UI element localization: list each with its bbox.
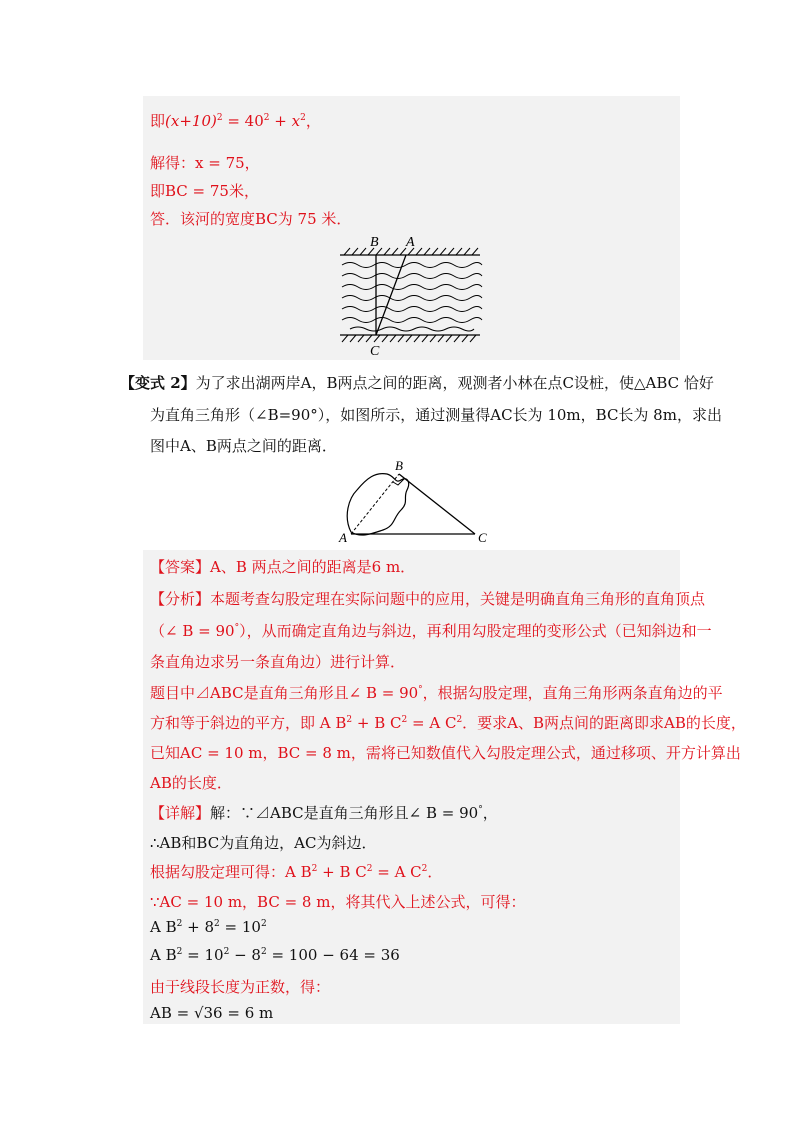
lake-label-a: A	[339, 530, 347, 545]
lake-figure	[335, 458, 495, 548]
detail-line-8: AB = √36 = 6 m	[150, 1004, 274, 1022]
detail-line-4: ∵AC = 10 m，BC = 8 m，将其代入上述公式，可得：	[150, 893, 526, 911]
analysis-tag: 【分析】	[150, 590, 211, 608]
detail-line-6: A $B^2 = 10^2 - 8^2 = 100 - 64 = 36$	[150, 946, 400, 964]
detail-line-5: A $B^2 + 8^2 = 10^2$	[150, 918, 267, 936]
bc-line: 即BC = 75米，	[150, 182, 259, 200]
river-figure	[330, 233, 490, 358]
detail-line-2: ∴AB和BC为直角边，AC为斜边．	[150, 834, 377, 852]
answer-line: 答．该河的宽度BC为 75 米．	[150, 210, 352, 228]
detail-line-3: 根据勾股定理可得：A $B^2 + B$ $C^2 = A$ $C^2$．	[150, 863, 443, 881]
lake-label-c: C	[478, 530, 487, 545]
analysis-line-2: （∠ B = 90°），从而确定直角边与斜边，再利用勾股定理的变形公式（已知斜边和一	[150, 622, 712, 640]
variant-line-2: 为直角三角形（∠B=90°），如图所示，通过测量得AC长为 10m，BC长为 8m，求出	[150, 406, 722, 424]
variant-tag: 【变式 2】	[120, 374, 196, 392]
river-label-a: A	[406, 235, 415, 250]
solve-line: 解得：x = 75，	[150, 154, 260, 172]
river-label-b: B	[370, 235, 379, 250]
detail-line-1: 【详解】解：∵⊿ABC是直角三角形且∠ B = 90°，	[150, 804, 498, 822]
lake-label-b: B	[395, 458, 403, 473]
analysis-line-1: 【分析】本题考查勾股定理在实际问题中的应用，关键是明确直角三角形的直角顶点	[150, 590, 706, 608]
answer-section: 【答案】A、B 两点之间的距离是6 m．	[150, 558, 416, 576]
variant-line-3: 图中A、B两点之间的距离．	[150, 437, 337, 455]
answer-tag: 【答案】	[150, 558, 211, 576]
analysis-line-3: 条直角边求另一条直角边）进行计算．	[150, 653, 406, 671]
variant-line-1: 【变式 2】为了求出湖两岸A，B两点之间的距离，观测者小林在点C设桩，使△ABC 恰好	[120, 374, 714, 392]
equation-line: 即$(x+10)^2 = 40^2 + x^2$，	[150, 112, 321, 130]
analysis-line-4: 题目中⊿ABC是直角三角形且∠ B = 90°，根据勾股定理，直角三角形两条直角边的平	[150, 684, 723, 702]
detail-tag: 【详解】	[150, 804, 211, 822]
analysis-line-6: 已知AC = 10 m，BC = 8 m，需将已知数值代入勾股定理公式，通过移项、开方计算出	[150, 744, 741, 762]
detail-line-7: 由于线段长度为正数，得：	[150, 978, 331, 996]
analysis-line-7: AB的长度．	[150, 774, 232, 792]
river-label-c: C	[370, 344, 380, 358]
analysis-line-5: 方和等于斜边的平方，即 A $B^2 + B$ $C^2 = A$ $C^2$．要求A、B两点间的距离即求AB的长度，	[150, 714, 746, 732]
